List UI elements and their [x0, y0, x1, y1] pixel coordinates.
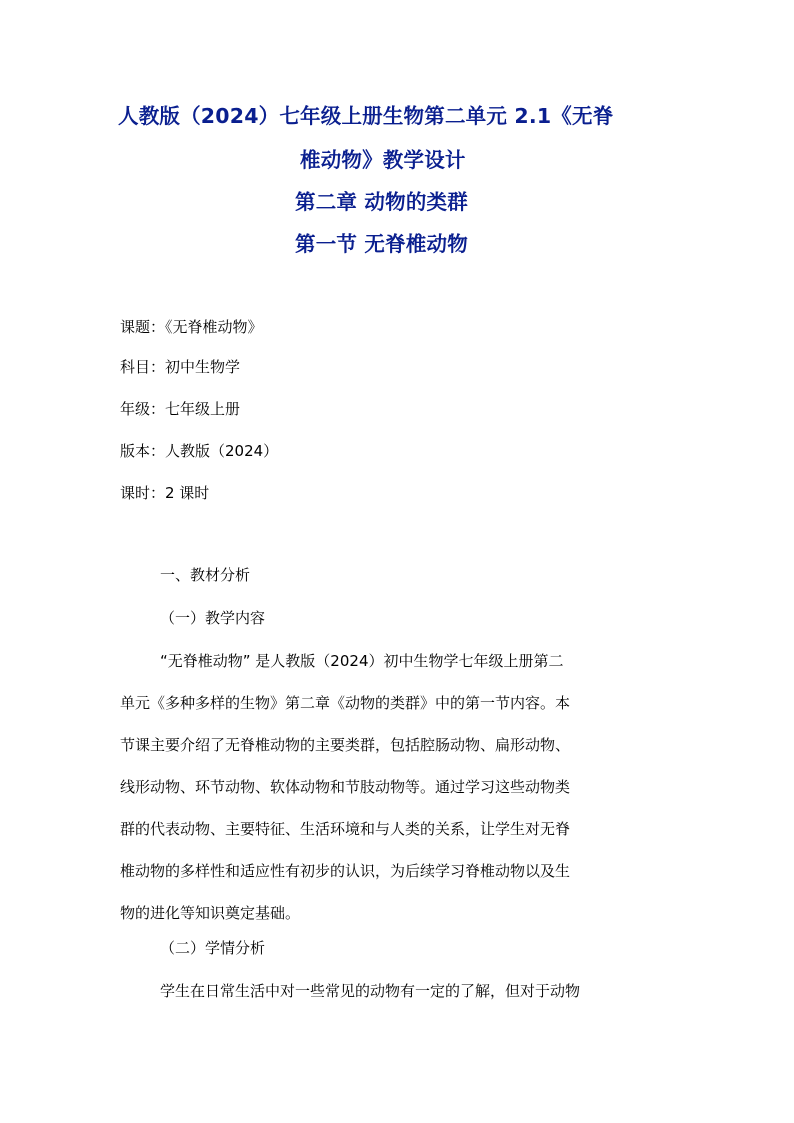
content-line: 椎动物的多样性和适应性有初步的认识，为后续学习脊椎动物以及生: [120, 862, 571, 880]
content-line: “无脊椎动物” 是人教版（2024）初中生物学七年级上册第二: [160, 652, 564, 670]
chapter-title: 第二章 动物的类群: [295, 190, 468, 214]
content-line: 节课主要介绍了无脊椎动物的主要类群，包括腔肠动物、扁形动物、: [120, 736, 571, 754]
title-line-2: 椎动物》教学设计: [300, 148, 466, 172]
meta-hours: 课时：2 课时: [120, 484, 210, 502]
content-line: 物的进化等知识奠定基础。: [120, 904, 301, 922]
meta-edition: 版本：人教版（2024）: [120, 442, 279, 460]
heading-student-analysis: （二）学情分析: [160, 939, 266, 957]
meta-topic: 课题：《无脊椎动物》: [120, 318, 263, 336]
heading-content: （一）教学内容: [160, 609, 266, 627]
content-line: 线形动物、环节动物、软体动物和节肢动物等。通过学习这些动物类: [120, 778, 571, 796]
title-line-1: 人教版（2024）七年级上册生物第二单元 2.1《无脊: [118, 104, 614, 128]
meta-grade: 年级：七年级上册: [120, 400, 241, 418]
content-line: 群的代表动物、主要特征、生活环境和与人类的关系，让学生对无脊: [120, 820, 571, 838]
student-line: 学生在日常生活中对一些常见的动物有一定的了解，但对于动物: [160, 982, 581, 1000]
content-line: 单元《多种多样的生物》第二章《动物的类群》中的第一节内容。本: [120, 694, 571, 712]
section-title: 第一节 无脊椎动物: [295, 232, 468, 256]
meta-subject: 科目：初中生物学: [120, 358, 241, 376]
heading-analysis: 一、教材分析: [160, 566, 251, 584]
